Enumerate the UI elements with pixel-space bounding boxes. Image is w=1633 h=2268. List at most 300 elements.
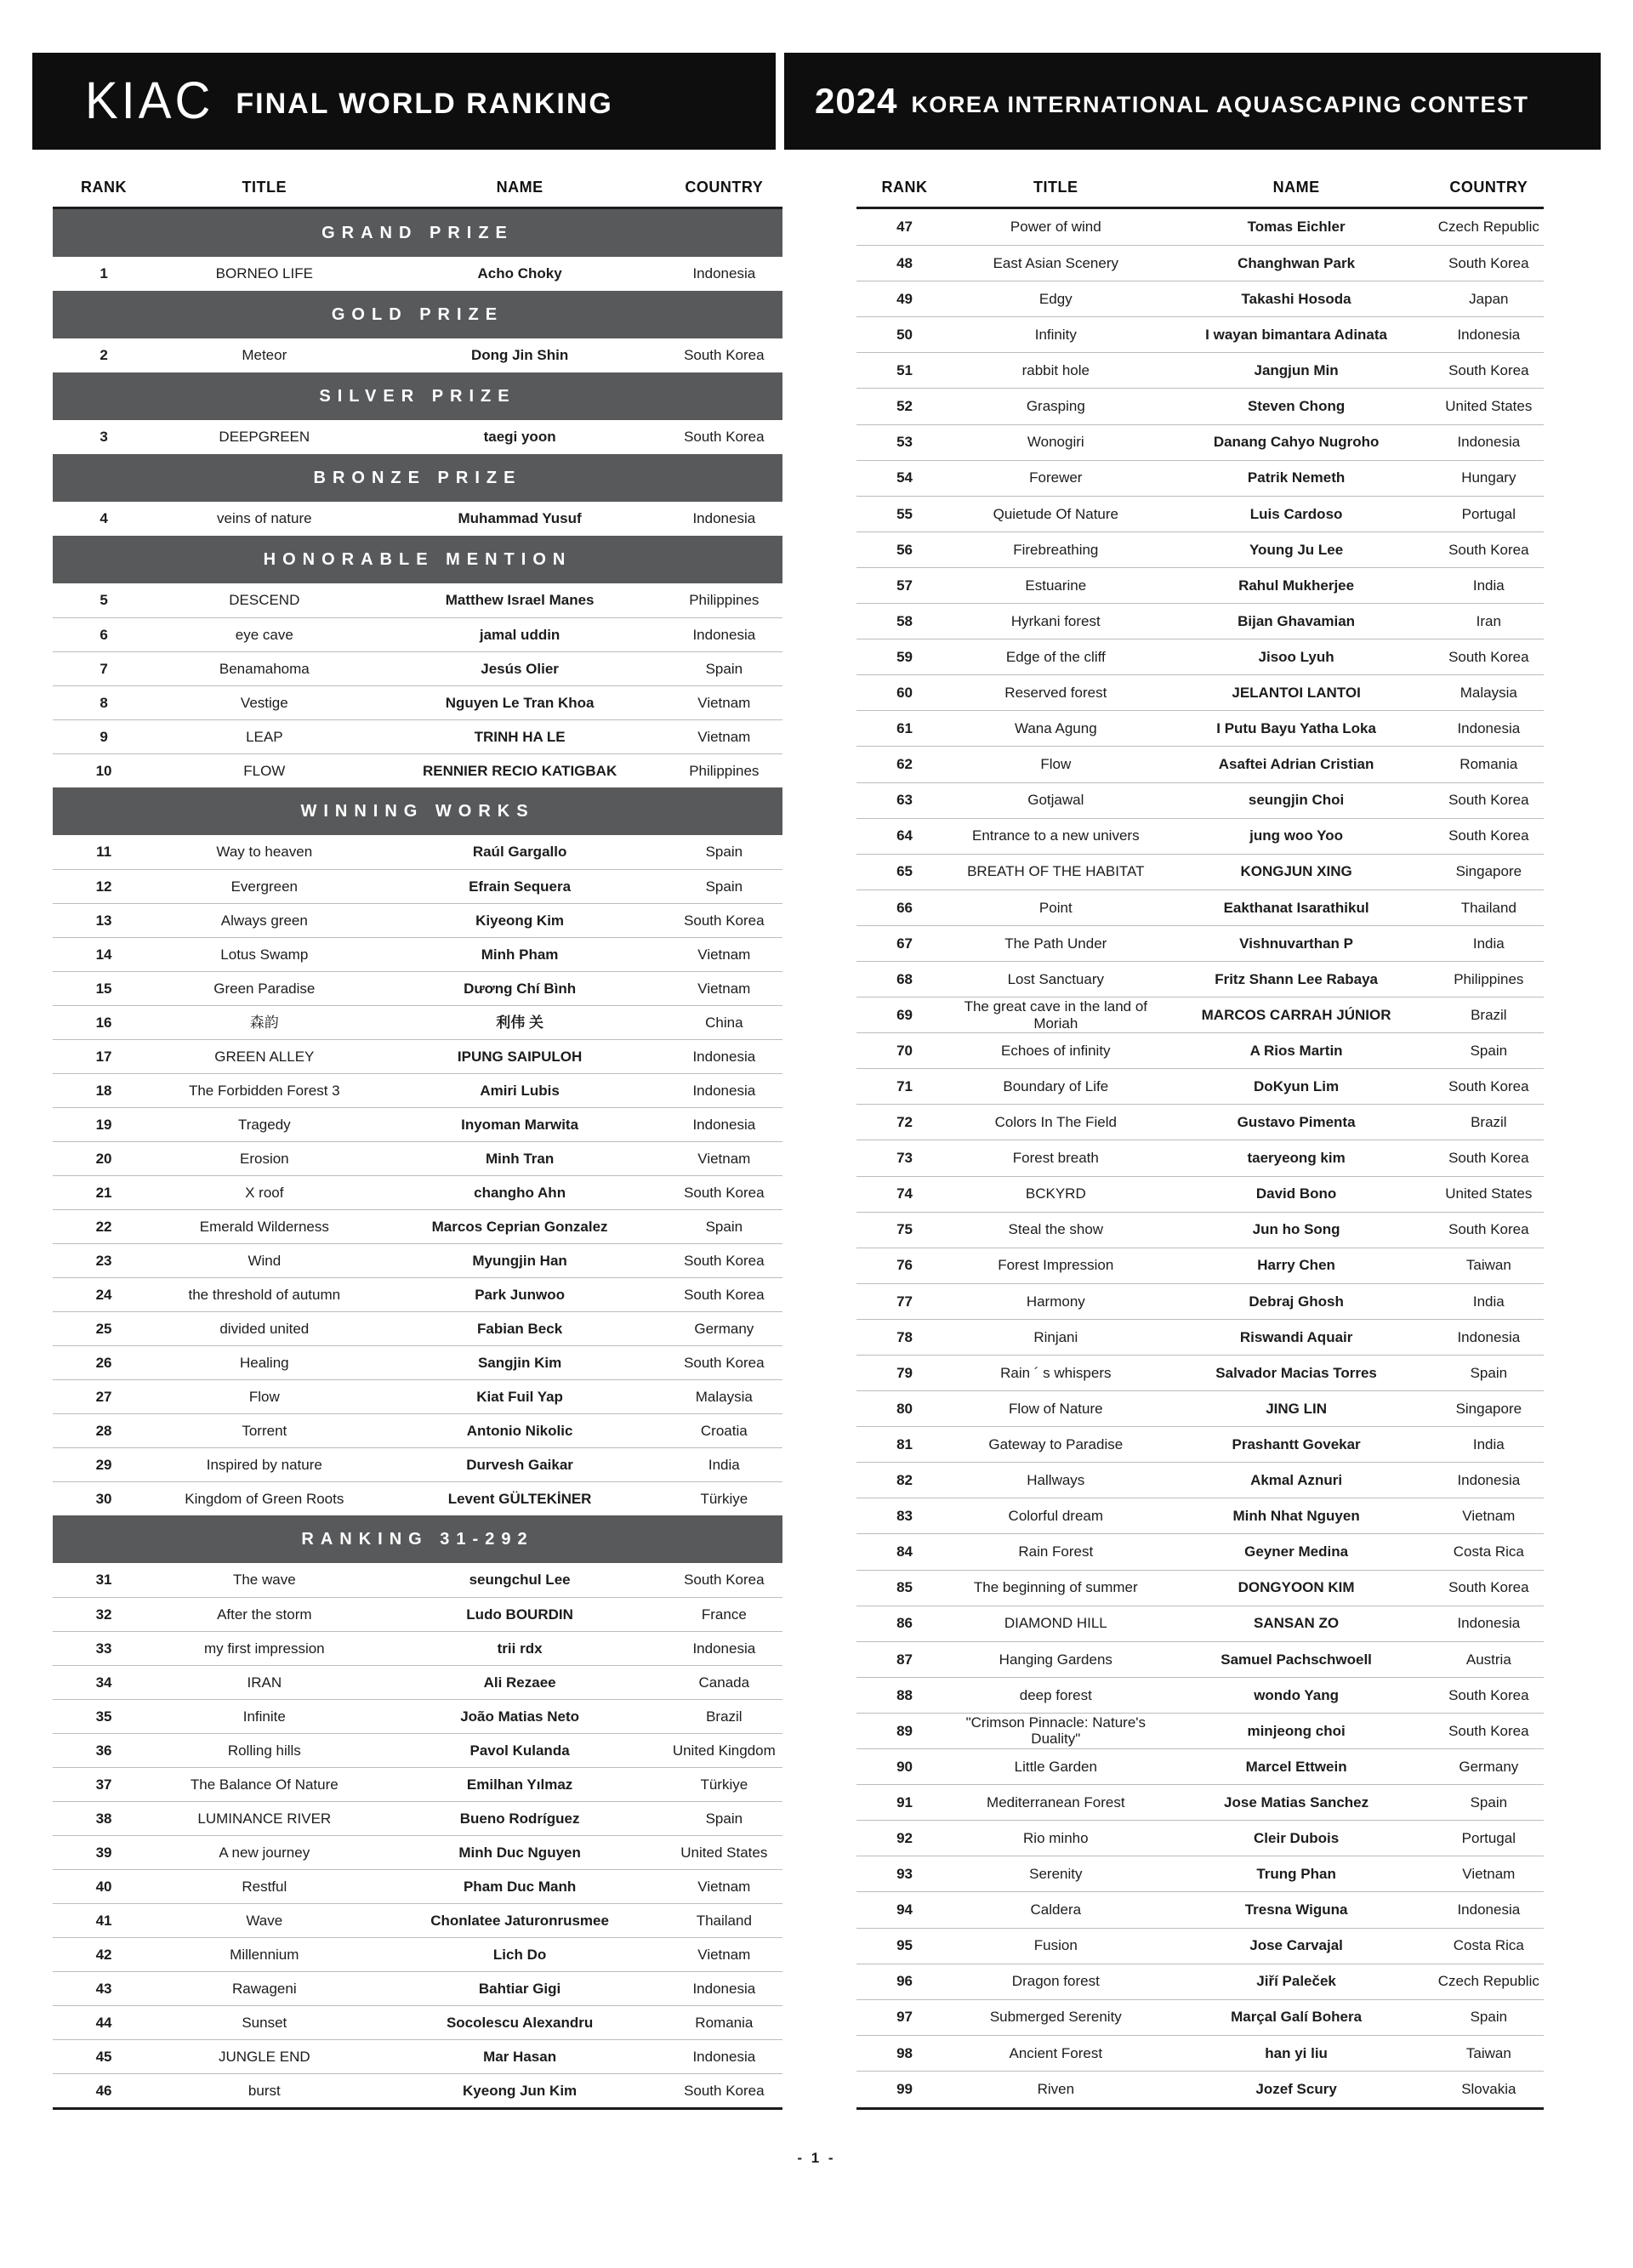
name-cell: Riswandi Aquair (1239, 1328, 1353, 1345)
ranking-row (856, 1498, 1544, 1533)
name-cell: Jozef Scury (1255, 2080, 1337, 2097)
name-cell: David Bono (1255, 1185, 1337, 1202)
country-cell: Spain (705, 878, 743, 895)
ranking-row (856, 1032, 1544, 1068)
name-cell: Durvesh Gaikar (466, 1456, 573, 1473)
name-cell: Tomas Eichler (1247, 219, 1346, 236)
name-cell: Asaftei Adrian Cristian (1218, 756, 1374, 773)
ranking-tables (53, 168, 1544, 2110)
country-cell: Hungary (1461, 469, 1516, 486)
ranking-row (53, 753, 782, 787)
rank-cell: 68 (896, 970, 913, 987)
name-cell: Muhammad Yusuf (458, 510, 582, 527)
kiac-logo: KIAC (85, 71, 214, 130)
title-cell: Tragedy (237, 1116, 291, 1133)
country-cell: Spain (705, 1810, 743, 1827)
country-cell: Japan (1469, 290, 1509, 307)
rank-cell: 60 (896, 684, 913, 701)
column-header-name: NAME (1272, 179, 1320, 196)
rank-cell: 77 (896, 1293, 913, 1310)
country-cell: Spain (1470, 1042, 1508, 1059)
country-cell: Indonesia (692, 510, 756, 527)
name-cell: Levent GÜLTEKİNER (447, 1490, 592, 1507)
country-cell: Canada (698, 1674, 750, 1691)
name-cell: Chonlatee Jaturonrusmee (430, 1912, 609, 1929)
rank-cell: 29 (95, 1456, 112, 1473)
rank-cell: 54 (896, 469, 913, 486)
name-cell: Antonio Nikolic (466, 1422, 573, 1439)
ranking-row (856, 603, 1544, 639)
country-cell: Spain (1470, 1793, 1508, 1810)
country-cell: Malaysia (1459, 684, 1517, 701)
column-header-title: TITLE (1033, 179, 1078, 196)
country-cell: South Korea (684, 1572, 765, 1589)
section-bar (53, 372, 782, 420)
rank-cell: 8 (100, 694, 108, 711)
title-cell: A new journey (219, 1844, 310, 1861)
ranking-row (53, 1767, 782, 1801)
ranking-row (856, 1641, 1544, 1677)
rank-cell: 79 (896, 1364, 913, 1381)
rank-cell: 28 (95, 1422, 112, 1439)
ranking-row (856, 1748, 1544, 1784)
country-cell: South Korea (1448, 254, 1529, 271)
title-cell: Always green (220, 912, 308, 929)
ranking-row (53, 1903, 782, 1937)
title-cell: Gotjawal (1027, 792, 1084, 809)
title-cell: Rawageni (232, 1980, 297, 1997)
name-cell: Fritz Shann Lee Rabaya (1215, 970, 1378, 987)
title-cell: LUMINANCE RIVER (197, 1810, 332, 1827)
title-cell: Forest breath (1012, 1150, 1099, 1167)
rank-cell: 7 (100, 660, 108, 677)
ranking-row (856, 1283, 1544, 1319)
name-cell: seungchul Lee (469, 1572, 571, 1589)
rank-cell: 20 (95, 1150, 112, 1167)
title-cell: Echoes of infinity (1001, 1042, 1111, 1059)
rank-cell: 78 (896, 1328, 913, 1345)
title-cell: Rinjani (1033, 1328, 1078, 1345)
name-cell: Jisoo Lyuh (1258, 648, 1334, 665)
country-cell: Indonesia (1457, 720, 1521, 737)
ranking-row (856, 1533, 1544, 1569)
country-cell: Brazil (1471, 1006, 1507, 1023)
page-number: - 1 - (797, 2150, 836, 2166)
ranking-row (53, 1209, 782, 1243)
rank-cell: 67 (896, 935, 913, 952)
ranking-row (53, 1413, 782, 1447)
name-cell: Geyner Medina (1244, 1543, 1349, 1560)
header-year: 2024 (815, 81, 898, 121)
rank-cell: 39 (95, 1844, 112, 1861)
title-cell: BCKYRD (1025, 1185, 1086, 1202)
country-cell: Germany (1459, 1758, 1519, 1775)
country-cell: South Korea (684, 2082, 765, 2099)
rank-cell: 17 (95, 1048, 112, 1065)
title-cell: Submerged Serenity (989, 2009, 1122, 2026)
name-cell: taeryeong kim (1247, 1150, 1346, 1167)
rank-cell: 52 (896, 398, 913, 415)
section-bar-label: GOLD PRIZE (331, 304, 504, 324)
title-cell: Flow of Nature (1009, 1400, 1103, 1417)
name-cell: wondo Yang (1254, 1686, 1339, 1703)
ranking-row (856, 1140, 1544, 1175)
column-header-row (53, 168, 782, 209)
country-cell: Indonesia (1457, 1472, 1521, 1489)
rank-cell: 72 (896, 1114, 913, 1131)
title-cell: DEEPGREEN (219, 429, 310, 446)
header-title: FINAL WORLD RANKING (236, 87, 613, 120)
title-cell: Flow (248, 1388, 280, 1405)
ranking-row (856, 1713, 1544, 1748)
country-cell: India (1472, 577, 1505, 594)
ranking-row (53, 719, 782, 753)
title-cell: my first impression (203, 1640, 325, 1657)
country-cell: Vietnam (1462, 1866, 1516, 1883)
ranking-row (53, 1733, 782, 1767)
title-cell: DIAMOND HILL (1004, 1615, 1107, 1632)
name-cell: 利伟 关 (496, 1014, 543, 1031)
title-cell: Infinite (242, 1708, 286, 1725)
rank-cell: 70 (896, 1042, 913, 1059)
name-cell: Takashi Hosoda (1241, 290, 1351, 307)
ranking-row (856, 1319, 1544, 1355)
country-cell: South Korea (684, 1286, 765, 1303)
country-cell: Spain (705, 1218, 743, 1235)
name-cell: Cleir Dubois (1254, 1829, 1340, 1846)
title-cell: Ancient Forest (1009, 2044, 1103, 2061)
name-cell: SANSAN ZO (1254, 1615, 1340, 1632)
rank-cell: 37 (95, 1776, 112, 1793)
rank-cell: 85 (896, 1579, 913, 1596)
rank-cell: 53 (896, 434, 913, 451)
country-cell: Indonesia (692, 1082, 756, 1099)
ranking-row (856, 639, 1544, 674)
section-bar (53, 291, 782, 338)
title-cell: Vestige (240, 694, 288, 711)
name-cell: Changhwan Park (1238, 254, 1356, 271)
title-cell: East Asian Scenery (993, 254, 1119, 271)
rank-cell: 21 (95, 1184, 112, 1201)
title-cell: Point (1038, 899, 1073, 916)
name-cell: taegi yoon (483, 429, 556, 446)
rank-cell: 76 (896, 1257, 913, 1274)
name-cell: Minh Nhat Nguyen (1232, 1508, 1360, 1525)
ranking-row (53, 257, 782, 291)
title-cell: BORNEO LIFE (215, 265, 313, 282)
column-header-name: NAME (496, 179, 543, 196)
ranking-row (856, 925, 1544, 961)
section-bar (53, 536, 782, 583)
country-cell: France (701, 1606, 747, 1623)
name-cell: Jangjun Min (1254, 362, 1339, 379)
name-cell: Marçal Galí Bohera (1231, 2009, 1363, 2026)
rank-cell: 45 (95, 2048, 112, 2065)
name-cell: Salvador Macias Torres (1215, 1364, 1377, 1381)
country-cell: Singapore (1455, 863, 1522, 880)
ranking-row (856, 460, 1544, 496)
ranking-row (856, 961, 1544, 997)
ranking-row (856, 1104, 1544, 1140)
name-cell: I Putu Bayu Yatha Loka (1216, 720, 1376, 737)
ranking-row (856, 1426, 1544, 1462)
ranking-row (856, 1999, 1544, 2035)
name-cell: Bueno Rodríguez (459, 1810, 580, 1827)
header-subtitle: KOREA INTERNATIONAL AQUASCAPING CONTEST (911, 91, 1529, 117)
name-cell: Trung Phan (1256, 1866, 1336, 1883)
title-cell: X roof (245, 1184, 284, 1201)
ranking-row (856, 674, 1544, 710)
country-cell: Indonesia (1457, 1901, 1521, 1918)
rank-cell: 71 (896, 1078, 913, 1095)
rank-cell: 4 (100, 510, 108, 527)
country-cell: South Korea (1448, 1686, 1529, 1703)
ranking-row (856, 1355, 1544, 1390)
ranking-row (856, 1068, 1544, 1104)
name-cell: Ludo BOURDIN (466, 1606, 573, 1623)
title-cell: 森韵 (249, 1014, 279, 1031)
ranking-row (53, 1345, 782, 1379)
name-cell: Danang Cahyo Nugroho (1213, 434, 1380, 451)
ranking-row (856, 1390, 1544, 1426)
name-cell: JING LIN (1266, 1400, 1327, 1417)
name-cell: Kyeong Jun Kim (463, 2082, 578, 2099)
country-cell: Indonesia (692, 1980, 756, 1997)
title-cell: rabbit hole (1021, 362, 1090, 379)
rank-cell: 62 (896, 756, 913, 773)
ranking-row (856, 281, 1544, 316)
rank-cell: 9 (100, 728, 108, 745)
rank-cell: 56 (896, 541, 913, 558)
rank-cell: 89 (896, 1722, 913, 1739)
ranking-row (53, 2039, 782, 2073)
title-cell: Harmony (1026, 1293, 1085, 1310)
rank-cell: 42 (95, 1946, 112, 1963)
ranking-row (856, 209, 1544, 245)
title-cell: Caldera (1030, 1901, 1082, 1918)
title-cell: Benamahoma (219, 660, 310, 677)
ranking-row (53, 1631, 782, 1665)
ranking-row (53, 2005, 782, 2039)
name-cell: Harry Chen (1257, 1257, 1335, 1274)
column-header-rank: RANK (881, 179, 928, 196)
name-cell: Samuel Pachschwoell (1220, 1651, 1372, 1668)
title-cell: The Forbidden Forest 3 (188, 1082, 340, 1099)
name-cell: Dương Chí Bình (464, 980, 577, 997)
rank-cell: 55 (896, 505, 913, 522)
ranking-row (53, 651, 782, 685)
rank-cell: 91 (896, 1793, 913, 1810)
country-cell: Philippines (689, 762, 760, 779)
name-cell: Minh Pham (481, 946, 559, 963)
ranking-row (856, 352, 1544, 388)
title-cell: Wonogiri (1027, 434, 1084, 451)
rank-cell: 38 (95, 1810, 112, 1827)
name-cell: Pavol Kulanda (469, 1742, 570, 1759)
country-cell: Vietnam (697, 1878, 751, 1895)
country-cell: Taiwan (1465, 2044, 1511, 2061)
country-cell: Vietnam (697, 694, 751, 711)
section-bar-label: RANKING 31-292 (301, 1529, 534, 1549)
rank-cell: 66 (896, 899, 913, 916)
rank-cell: 12 (95, 878, 112, 895)
country-cell: Vietnam (697, 728, 751, 745)
ranking-row (856, 1928, 1544, 1964)
name-cell: MARCOS CARRAH JÚNIOR (1201, 1006, 1391, 1023)
rank-cell: 15 (95, 980, 112, 997)
rank-cell: 32 (95, 1606, 112, 1623)
country-cell: South Korea (1448, 648, 1529, 665)
name-cell: Jesús Olier (481, 660, 559, 677)
title-cell: Quietude Of Nature (993, 505, 1119, 522)
ranking-row (53, 1937, 782, 1971)
country-cell: South Korea (1448, 1579, 1529, 1596)
name-cell: Marcel Ettwein (1245, 1758, 1347, 1775)
name-cell: Kiat Fuil Yap (476, 1388, 563, 1405)
title-cell: Evergreen (230, 878, 299, 895)
section-bar (53, 454, 782, 502)
title-cell: Sunset (242, 2014, 287, 2031)
ranking-row (53, 1835, 782, 1869)
title-cell: Lotus Swamp (220, 946, 309, 963)
country-cell: Thailand (696, 1912, 752, 1929)
ranking-row (856, 531, 1544, 567)
ranking-row (53, 502, 782, 536)
title-cell: Firebreathing (1013, 541, 1099, 558)
name-cell: Inyoman Marwita (461, 1116, 579, 1133)
name-cell: Rahul Mukherjee (1238, 577, 1355, 594)
name-cell: Jose Carvajal (1249, 1937, 1343, 1954)
rank-cell: 33 (95, 1640, 112, 1657)
column-header-country: COUNTRY (685, 179, 764, 196)
title-cell: Fusion (1033, 1937, 1078, 1954)
section-bar-label: WINNING WORKS (300, 801, 535, 821)
ranking-row (53, 835, 782, 869)
name-cell: han yi liu (1265, 2044, 1328, 2061)
country-cell: Austria (1465, 1651, 1511, 1668)
rank-cell: 10 (95, 762, 112, 779)
rank-cell: 24 (95, 1286, 112, 1303)
header-banner (32, 53, 1601, 150)
section-bar (53, 209, 782, 257)
country-cell: South Korea (1448, 362, 1529, 379)
country-cell: Portugal (1461, 505, 1516, 522)
country-cell: South Korea (1448, 792, 1529, 809)
country-cell: Indonesia (692, 626, 756, 643)
rank-cell: 59 (896, 648, 913, 665)
country-cell: South Korea (1448, 827, 1529, 844)
rank-cell: 61 (896, 720, 913, 737)
title-cell: Meteor (242, 347, 287, 364)
ranking-row (53, 1869, 782, 1903)
title-cell: The great cave in the land of Moriah (964, 998, 1148, 1032)
name-cell: Steven Chong (1247, 398, 1346, 415)
rank-cell: 86 (896, 1615, 913, 1632)
ranking-row (856, 1820, 1544, 1856)
ranking-row (53, 1597, 782, 1631)
rank-cell: 88 (896, 1686, 913, 1703)
title-cell: Hallways (1027, 1472, 1085, 1489)
ranking-row (53, 1699, 782, 1733)
rank-cell: 90 (896, 1758, 913, 1775)
name-cell: Young Ju Lee (1249, 541, 1344, 558)
title-cell: The wave (232, 1572, 296, 1589)
country-cell: Philippines (689, 592, 760, 609)
name-cell: Acho Choky (477, 265, 562, 282)
country-cell: South Korea (1448, 1221, 1529, 1238)
ranking-row (53, 1563, 782, 1597)
country-cell: South Korea (684, 429, 765, 446)
ranking-row (856, 746, 1544, 782)
ranking-row (856, 567, 1544, 603)
title-cell: The Path Under (1004, 935, 1107, 952)
title-cell: divided united (219, 1320, 310, 1337)
title-cell: Entrance to a new univers (972, 827, 1140, 844)
ranking-row (53, 903, 782, 937)
rank-cell: 2 (100, 347, 108, 364)
rank-cell: 84 (896, 1543, 913, 1560)
name-cell: Park Junwoo (475, 1286, 565, 1303)
country-cell: Vietnam (697, 1150, 751, 1167)
country-cell: Portugal (1461, 1829, 1516, 1846)
rank-cell: 82 (896, 1472, 913, 1489)
rank-cell: 73 (896, 1150, 913, 1167)
title-cell: BREATH OF THE HABITAT (967, 863, 1145, 880)
name-cell: A Rios Martin (1249, 1042, 1343, 1059)
name-cell: KONGJUN XING (1240, 863, 1352, 880)
rank-cell: 98 (896, 2044, 913, 2061)
ranking-row (856, 1677, 1544, 1713)
country-cell: Singapore (1455, 1400, 1522, 1417)
country-cell: Türkiye (700, 1490, 748, 1507)
rank-cell: 18 (95, 1082, 112, 1099)
rank-cell: 6 (100, 626, 108, 643)
country-cell: Spain (1470, 2009, 1508, 2026)
ranking-row (53, 1107, 782, 1141)
title-cell: Inspired by nature (206, 1456, 322, 1473)
title-cell: Infinity (1034, 327, 1077, 344)
rank-cell: 22 (95, 1218, 112, 1235)
country-cell: Indonesia (1457, 1615, 1521, 1632)
ranking-row (53, 685, 782, 719)
ranking-row (53, 937, 782, 971)
rank-cell: 95 (896, 1937, 913, 1954)
country-cell: Thailand (1460, 899, 1516, 916)
ranking-row (856, 782, 1544, 818)
country-cell: South Korea (684, 1184, 765, 1201)
rank-cell: 81 (896, 1435, 913, 1452)
title-cell: Reserved forest (1004, 684, 1107, 701)
title-cell: Forewer (1029, 469, 1083, 486)
country-cell: United States (680, 1844, 768, 1861)
ranking-row (53, 1243, 782, 1277)
country-cell: Malaysia (695, 1388, 753, 1405)
name-cell: Prashantt Govekar (1232, 1435, 1361, 1452)
section-bar (53, 1515, 782, 1563)
title-cell: the threshold of autumn (188, 1286, 341, 1303)
name-cell: Patrik Nemeth (1247, 469, 1346, 486)
country-cell: Slovakia (1461, 2080, 1516, 2097)
rank-cell: 40 (95, 1878, 112, 1895)
ranking-row (53, 2073, 782, 2107)
name-cell: Dong Jin Shin (470, 347, 569, 364)
rank-cell: 35 (95, 1708, 112, 1725)
ranking-row (53, 420, 782, 454)
country-cell: South Korea (684, 1354, 765, 1371)
ranking-row (856, 2035, 1544, 2071)
name-cell: Raúl Gargallo (472, 844, 567, 861)
title-cell: veins of nature (217, 510, 312, 527)
